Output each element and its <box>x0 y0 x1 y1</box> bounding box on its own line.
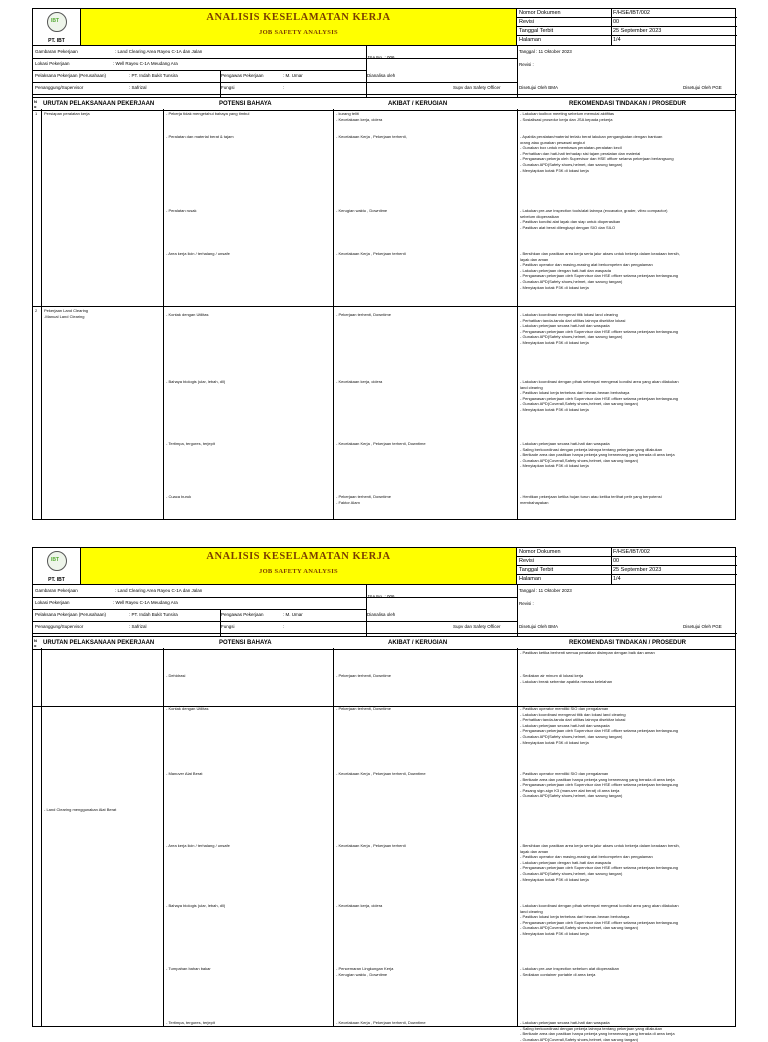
recommendation-cell <box>520 771 734 799</box>
hazard-cell <box>166 706 331 712</box>
meta-key: Nomor Dokumen <box>519 10 561 16</box>
title-block <box>81 9 517 45</box>
hazard-line: - Tumpahan bahan bakar <box>166 966 211 971</box>
recommendation-line: - Saling berkoordinasi dengan pekerja lainnya tentang pekerjaan yang dilakukan <box>520 1025 663 1031</box>
recommendation-line: - Menyiapkan kotak P3K di lokasi kerja <box>520 876 589 882</box>
person-in-charge-value: : Safrizal <box>129 624 147 629</box>
recommendation-cell <box>520 312 734 346</box>
recommendation-line: - Pengawasan pekerjaan oleh Supervisor dan HSE officer selama pekerjaan berlangsung <box>520 865 679 871</box>
consequence-line: - Pekerjaan terhenti, Downtime <box>336 706 391 711</box>
hazard-cell <box>166 208 331 214</box>
column-divider <box>163 109 164 519</box>
consequence-line: - Kecelakaan Kerja , Pekerjaan terhenti, Downtime <box>336 771 426 776</box>
contractor-label: Pelaksana Pekerjaan (Perusahaan) <box>35 73 107 78</box>
job-step-line: Persiapan peralatan kerja <box>44 111 90 116</box>
meta-divider <box>611 9 612 18</box>
logo-emblem-icon <box>47 551 67 571</box>
recommendation-line: - Lakukan pre-use inspection tools/alat lainnya (excavator, grader, vibro compactor) <box>520 208 668 213</box>
hazard-cell <box>166 903 331 909</box>
jsa-table <box>33 109 735 519</box>
meta-divider <box>611 548 612 557</box>
info-divider <box>33 609 366 610</box>
meta-value: 25 September 2023 <box>613 567 662 573</box>
hazard-cell <box>166 1020 331 1026</box>
column-consequences: AKIBAT / KERUGIAN <box>388 640 448 646</box>
meta-divider <box>611 566 612 575</box>
hazard-line: - Tertimpa, tergores, terjepit <box>166 441 215 446</box>
meta-divider <box>611 27 612 36</box>
consequence-line: - kurang teliti <box>336 111 359 116</box>
recommendation-line: orang atau gunakan pesawat angkut <box>520 139 585 145</box>
column-hazards: POTENSI BAHAYA <box>219 640 272 646</box>
job-step-line: Pekerjaan Land Clearing <box>44 308 89 313</box>
consequence-line: - Pencemaran Lingkungan Kerja <box>336 966 394 971</box>
recommendation-cell <box>520 843 734 882</box>
issue-date: Tanggal : 11 Oktober 2023 <box>519 49 572 54</box>
function-label: Fungsi <box>221 624 235 629</box>
hazard-line: - Peralatan dan material berat & tajam <box>166 134 234 139</box>
consequence-cell <box>336 903 516 909</box>
job-description-label: Gambaran Pekerjaan <box>35 588 78 593</box>
column-job-steps: URUTAN PELAKSANAAN PEKERJAAN <box>43 101 155 107</box>
step-number: 2 <box>35 308 38 313</box>
consequence-cell <box>336 771 516 777</box>
recommendation-line: membahayakan <box>520 499 549 505</box>
consequence-cell <box>336 494 516 505</box>
meta-value: F/HSE/IBT/002 <box>613 549 650 555</box>
document-meta <box>517 9 737 45</box>
hazard-cell <box>166 111 331 117</box>
recommendation-line: - Gunakan APD(Coverall,Safety shoes,helmet, dan sarung tangan) <box>520 401 639 407</box>
recommendation-line: - Pengawasan pekerjaan oleh Supervisor dan HSE officer selama pekerjaan berlangsung <box>520 328 679 334</box>
document-title: ANALISIS KESELAMATAN KERJA <box>206 551 391 562</box>
location-label: Lokasi Pekerjaan <box>35 61 70 66</box>
recommendation-cell <box>520 673 734 684</box>
recommendation-cell <box>520 706 734 745</box>
recommendation-line: - Pengawasan pekerjaan oleh Supervisor dan HSE officer selama pekerjaan berlangsung <box>520 395 679 401</box>
revision-field: Revisi : <box>519 601 534 606</box>
supervisor-label: Pengawas Pekerjaan <box>221 612 264 617</box>
consequence-line: - Kecelakaan kerja, cidera <box>336 379 383 384</box>
recommendation-cell <box>520 494 734 505</box>
meta-divider <box>611 557 612 566</box>
recommendation-cell <box>520 111 734 122</box>
job-info-block <box>33 585 735 637</box>
recommendation-line: - Menyiapkan kotak P3K di lokasi kerja <box>520 284 589 290</box>
meta-value: 25 September 2023 <box>613 28 662 34</box>
job-info-block <box>33 46 735 98</box>
recommendation-line: layak dan aman <box>520 256 549 262</box>
recommendation-line: - Lakukan pekerjaan dengan hati-hati dan waspada <box>520 859 611 865</box>
recommendation-line: land clearing <box>520 384 543 390</box>
recommendation-line: - Saling berkoordinasi dengan pekerja lainnya tentang pekerjaan yang dilakukan <box>520 446 663 452</box>
meta-key: Tanggal Terbit <box>519 28 554 34</box>
info-divider <box>33 94 737 95</box>
recommendation-line: - Sediakan container portable di area kerja <box>520 971 596 977</box>
meta-row <box>517 575 737 584</box>
location-label: Lokasi Pekerjaan <box>35 600 70 605</box>
column-hazards: POTENSI BAHAYA <box>219 101 272 107</box>
job-step-line: - Land Clearing menggunakan Alat Berat <box>44 807 117 812</box>
meta-key: Revisi <box>519 19 534 25</box>
recommendation-line: - Pengawasan pekerjaan oleh Supervisor dan HSE officer selama pekerjaan berlangsung <box>520 273 679 279</box>
logo-text: IBT <box>51 557 60 563</box>
consequence-line: - Pekerjaan terhenti, Downtime <box>336 312 391 317</box>
document-subtitle: JOB SAFETY ANALYSIS <box>259 29 338 36</box>
recommendation-line: - Menyiapkan kotak P3K di lokasi kerja <box>520 930 589 936</box>
meta-value: 1/4 <box>613 576 621 582</box>
hazard-cell <box>166 494 331 500</box>
job-step-cell <box>44 807 162 813</box>
info-divider <box>220 609 221 636</box>
recommendation-line: - Lakukan pre-use inspection sebelum alat dioperasikan <box>520 966 619 971</box>
meta-divider <box>611 36 612 45</box>
hazard-line: - Kontak dengan Utilitas <box>166 706 209 711</box>
location-value: : Well Rayeu C-1A Meudang Ara <box>113 61 178 66</box>
recommendation-line: - Pengawasan pekerjaan oleh Supervisor dan HSE officer selama pekerjaan berlangsung <box>520 728 679 734</box>
document-header <box>33 9 735 46</box>
meta-divider <box>611 18 612 27</box>
recommendation-line: - Menyiapkan kotak P3K di lokasi kerja <box>520 167 589 173</box>
jsa-page-1 <box>32 8 736 520</box>
hazard-line: - Bahaya biologis (ular, lebah, dll) <box>166 379 226 384</box>
consequence-line: - Kecelakaan kerja, cidera <box>336 903 383 908</box>
consequence-line: - Kecelakaan kerja, cidera <box>336 116 383 122</box>
recommendation-line: - Berikade area dan pastikan hanya pekerja yang berwenang yang berada di area kerja <box>520 452 675 458</box>
recommendation-cell <box>520 903 734 937</box>
recommendation-line: - Lakukan break sebentar apabila merasa kelelahan <box>520 678 613 684</box>
consequence-line: - Kecelakaan Kerja , Pekerjaan terhenti <box>336 843 406 848</box>
company-name: PT. IBT <box>48 577 65 583</box>
consequence-cell <box>336 843 516 849</box>
column-consequences: AKIBAT / KERUGIAN <box>388 101 448 107</box>
info-divider <box>33 58 517 59</box>
info-divider <box>366 46 367 97</box>
person-in-charge-value: : Safrizal <box>129 85 147 90</box>
recommendation-line: sebelum dioperasikan <box>520 213 559 219</box>
meta-row <box>517 557 737 566</box>
recommendation-cell <box>520 379 734 413</box>
column-divider <box>517 648 518 1026</box>
recommendation-line: land clearing <box>520 908 543 914</box>
person-in-charge-label: Penanggung/Supervisor <box>35 624 84 629</box>
hazard-line: - Tertimpa, tergores, terjepit <box>166 1020 215 1025</box>
title-block <box>81 548 517 584</box>
consequence-cell <box>336 1020 516 1026</box>
contractor-value: : PT. Indah Bukit Tunsira <box>129 612 178 617</box>
meta-key: Halaman <box>519 576 542 582</box>
consequence-cell <box>336 208 516 214</box>
column-recommendations: REKOMENDASI TINDAKAN / PROSEDUR <box>569 640 687 646</box>
approved-by-pge: Disetujui Oleh PGE <box>683 624 722 629</box>
recommendation-cell <box>520 251 734 290</box>
meta-row <box>517 548 737 557</box>
row-divider <box>33 306 735 307</box>
meta-row <box>517 18 737 27</box>
consequence-line: - Pekerjaan terhenti, Downtime <box>336 673 391 678</box>
column-no: N o <box>34 99 37 109</box>
recommendation-line: - Lakukan pekerjaan secara hati-hati dan waspada <box>520 1020 610 1025</box>
consequence-cell <box>336 673 516 679</box>
recommendation-line: - Gunakan APD(Coverall,Safety shoes,helmet, dan sarung tangan) <box>520 925 639 931</box>
meta-key: Nomor Dokumen <box>519 549 561 555</box>
recommendation-line: - Lakukan pekerjaan secara hati-hati dan waspada <box>520 722 610 728</box>
consequence-line: - Kecelakaan Kerja , Pekerjaan terhenti <box>336 251 406 256</box>
recommendation-line: - Pastikan operator dan masing-masing alat berkompeten dan pengalaman <box>520 854 653 860</box>
recommendation-line: - Pastikan operator memiliki SIO dan pengalaman <box>520 771 609 776</box>
consequence-line: - Kerugian waktu , Downtime <box>336 208 388 213</box>
recommendation-line: - Sediakan air minum di lokasi kerja <box>520 673 584 678</box>
hazard-cell <box>166 843 331 849</box>
consequence-cell <box>336 706 516 712</box>
recommendation-line: - Perhatikan tanda-tanda dari utilitas lainnya disekitar lokasi <box>520 717 626 723</box>
column-divider <box>41 109 42 519</box>
hazard-line: - Bahaya biologis (ular, lebah, dll) <box>166 903 226 908</box>
info-divider <box>220 70 221 97</box>
info-divider <box>33 70 366 71</box>
approved-by-bma: Disetujui Oleh BMA <box>519 624 559 629</box>
hazard-cell <box>166 673 331 679</box>
meta-value: F/HSE/IBT/002 <box>613 10 650 16</box>
person-in-charge-label: Penanggung/Supervisor <box>35 85 84 90</box>
function-value: : <box>283 85 285 90</box>
company-name: PT. IBT <box>48 38 65 44</box>
supervisor-value: : M. Umar <box>283 73 303 78</box>
recommendation-line: - Pastikan lokasi kerja terbebas dari hewan-hewan berbahaya <box>520 390 630 396</box>
recommendation-line: - Lakukan pekerjaan secara hati-hati dan waspada <box>520 323 610 329</box>
recommendation-cell <box>520 650 734 656</box>
consequence-line: - Kecelakaan Kerja , Pekerjaan terhenti, Downtime <box>336 1020 426 1025</box>
recommendation-line: - Menyiapkan kotak P3K di lokasi kerja <box>520 739 589 745</box>
recommendation-cell <box>520 441 734 469</box>
consequence-line: - Kerugian waktu , Downtime <box>336 971 388 977</box>
analysed-by-label: Dianalisa oleh <box>367 73 396 78</box>
meta-value: 00 <box>613 558 620 564</box>
document-meta <box>517 548 737 584</box>
hazard-line: - Cuaca buruk <box>166 494 192 499</box>
meta-divider <box>611 575 612 584</box>
hazard-line: - Area kerja licin / terhalang / unsafe <box>166 251 230 256</box>
hazard-cell <box>166 771 331 777</box>
column-divider <box>163 648 164 1026</box>
recommendation-cell <box>520 966 734 977</box>
consequence-line: - Pekerjaan terhenti, Downtime <box>336 494 391 499</box>
consequence-cell <box>336 966 516 977</box>
meta-key: Halaman <box>519 37 542 43</box>
meta-value: 1/4 <box>613 37 621 43</box>
contractor-label: Pelaksana Pekerjaan (Perusahaan) <box>35 612 107 617</box>
column-job-steps: URUTAN PELAKSANAAN PEKERJAAN <box>43 640 155 646</box>
recommendation-line: - Pastikan alat berat dilengkapi dengan SIO dan SILO <box>520 224 616 230</box>
recommendation-cell <box>520 134 734 173</box>
approved-by-bma: Disetujui Oleh BMA <box>519 85 559 90</box>
consequence-cell <box>336 251 516 257</box>
consequence-cell <box>336 134 516 140</box>
job-description-label: Gambaran Pekerjaan <box>35 49 78 54</box>
recommendation-line: - Sosialisasi prosedur kerja dan JSA kepada pekerja <box>520 116 613 122</box>
info-divider <box>517 585 518 636</box>
revision-field: Revisi : <box>519 62 534 67</box>
consequence-cell <box>336 111 516 122</box>
meta-key: Tanggal Terbit <box>519 567 554 573</box>
recommendation-line: - Lakukan koordinasi dengan pihak setempat mengenai kondisi area yang akan dilakukan <box>520 903 679 908</box>
analysed-by-label: Dianalisa oleh <box>367 612 396 617</box>
recommendation-line: - Pastikan operator memiliki SIO dan pengalaman <box>520 706 609 711</box>
consequence-line: - Kecelakaan Kerja , Pekerjaan terhenti, <box>336 134 407 139</box>
job-description-value: : Land Clearing Area Rayeu C-1A dan Jalan <box>115 588 203 593</box>
recommendation-line: - Gunakan APD(Safety shoes,helmet, dan sarung tangan) <box>520 733 623 739</box>
meta-value: 00 <box>613 19 620 25</box>
meta-row <box>517 27 737 36</box>
contractor-value: : PT. Indah Bukit Tunsira <box>129 73 178 78</box>
job-step-cell <box>44 308 162 319</box>
recommendation-line: - Pastikan lokasi kerja terbebas dari hewan-hewan berbahaya <box>520 914 630 920</box>
consequence-cell <box>336 379 516 385</box>
info-divider <box>33 621 517 622</box>
job-step-line: -Manual Land Clearing <box>44 313 85 319</box>
logo-emblem-icon <box>47 12 67 32</box>
recommendation-line: - Gunakan APD(Safety shoes,helmet, dan sarung tangan) <box>520 278 623 284</box>
recommendation-line: - Lakukan pekerjaan secara hati-hati dan waspada <box>520 441 610 446</box>
company-logo <box>33 9 81 45</box>
hazard-cell <box>166 134 331 140</box>
job-step-cell <box>44 111 162 117</box>
recommendation-line: - Perhatikan tanda-tanda dari utilitas lainnya disekitar lokasi <box>520 317 626 323</box>
recommendation-line: - Menyiapkan kotak P3K di lokasi kerja <box>520 339 589 345</box>
recommendation-line: - Lakukan koordinasi dengan pihak setempat mengenai kondisi area yang akan dilakukan <box>520 379 679 384</box>
job-description-value: : Land Clearing Area Rayeu C-1A dan Jalan <box>115 49 203 54</box>
supervisor-value: : M. Umar <box>283 612 303 617</box>
recommendation-line: - Pengawasan pekerja oleh Supervisor dan HSE officer selama pekerjaan berlangsung <box>520 156 674 162</box>
info-divider <box>33 597 517 598</box>
issue-date: Tanggal : 11 Oktober 2023 <box>519 588 572 593</box>
hazard-cell <box>166 312 331 318</box>
company-logo <box>33 548 81 584</box>
consequence-cell <box>336 312 516 318</box>
recommendation-cell <box>520 208 734 230</box>
supervisor-label: Pengawas Pekerjaan <box>221 73 264 78</box>
recommendation-line: - Gunakan APD(Coverall,Safety shoes,helmet, dan sarung tangan) <box>520 457 639 463</box>
meta-row <box>517 36 737 45</box>
logo-text: IBT <box>51 18 60 24</box>
hazard-line: - Pekerja tidak mengetahui bahaya yang timbul <box>166 111 250 116</box>
approved-by-pge: Disetujui Oleh PGE <box>683 85 722 90</box>
column-divider <box>41 648 42 1026</box>
hazard-line: - Kontak dengan Utilitas <box>166 312 209 317</box>
recommendation-line: - Pastikan operator dan masing-masing alat berkompeten dan pengalaman <box>520 262 653 268</box>
consequence-cell <box>336 441 516 447</box>
recommendation-line: - Bersihkan dan pastikan area kerja serta jalur akses untuk bekerja dalam keadaan bersih, <box>520 251 680 256</box>
column-recommendations: REKOMENDASI TINDAKAN / PROSEDUR <box>569 101 687 107</box>
recommendation-line: - Pasang sign-sign K3 (manuver alat berat) di area kerja <box>520 787 620 793</box>
recommendation-line: - Gunakan box untuk membawa peralatan-peralatan kecil <box>520 145 622 151</box>
recommendation-cell <box>520 1020 734 1042</box>
meta-row <box>517 566 737 575</box>
consequence-line: - Kecelakaan Kerja , Pekerjaan terhenti, Downtime <box>336 441 426 446</box>
recommendation-line: - Bersihkan dan pastikan area kerja serta jalur akses untuk bekerja dalam keadaan bersih, <box>520 843 680 848</box>
consequence-line: - Faktor Alam <box>336 499 360 505</box>
recommendation-line: - Lakukan koordinasi mengenai titik lokasi land clearing <box>520 312 618 317</box>
meta-row <box>517 9 737 18</box>
recommendation-line: - Gunakan APD(Safety shoes,helmet, dan sarung tangan) <box>520 870 623 876</box>
hazard-line: - Area kerja licin / terhalang / unsafe <box>166 843 230 848</box>
recommendation-line: - Menyiapkan kotak P3K di lokasi kerja <box>520 463 589 469</box>
hazard-cell <box>166 379 331 385</box>
hazard-line: - Manuver Alat Berat <box>166 771 203 776</box>
recommendation-line: - Pastikan kondisi alat layak dan siap untuk dioperasikan <box>520 219 621 225</box>
recommendation-line: - Berikade area dan pastikan hanya pekerja yang berwenang yang berada di area kerja <box>520 776 675 782</box>
location-value: : Well Rayeu C-1A Meudang Ara <box>113 600 178 605</box>
analyst-role: Supv dan Safety Officer <box>453 624 501 629</box>
document-header <box>33 548 735 585</box>
recommendation-line: - Gunakan APD(Safety shoes,helmet, dan sarung tangan) <box>520 334 623 340</box>
recommendation-line: - Perhatikan dan hati-hati terhadap sisi tajam peralatan dan material <box>520 150 641 156</box>
function-value: : <box>283 624 285 629</box>
info-divider <box>517 46 518 97</box>
recommendation-line: layak dan aman <box>520 848 549 854</box>
column-divider <box>333 648 334 1026</box>
column-divider <box>517 109 518 519</box>
hazard-line: - Dehidrasi <box>166 673 186 678</box>
recommendation-line: - Pengawasan pekerjaan oleh Supervisor dan HSE officer selama pekerjaan berlangsung <box>520 919 679 925</box>
recommendation-line: - Lakukan koordinasi mengenai titik dan lokasi land clearing <box>520 711 626 717</box>
recommendation-line: - Menyiapkan kotak P3K di lokasi kerja <box>520 406 589 412</box>
recommendation-line: - Gunakan APD(Safety shoes,helmet, dan sarung tangan) <box>520 161 623 167</box>
step-number: 1 <box>35 111 38 116</box>
meta-key: Revisi <box>519 558 534 564</box>
info-divider <box>33 633 737 634</box>
column-divider <box>333 109 334 519</box>
info-divider <box>33 82 517 83</box>
hazard-cell <box>166 441 331 447</box>
jsa-page-2 <box>32 547 736 1042</box>
column-no: N o <box>34 638 37 648</box>
recommendation-line: - Lakukan pekerjaan dengan hati-hati dan waspada <box>520 267 611 273</box>
recommendation-line: - Gunakan APD(Coverall,Safety shoes,helmet, dan sarung tangan) <box>520 1036 639 1042</box>
recommendation-line: - Lakukan toolbox meeting sebelum memulai aktifitas <box>520 111 615 116</box>
jsa-table <box>33 648 735 1042</box>
recommendation-line: - Gunakan APD(Safety shoes,helmet, dan sarung tangan) <box>520 793 623 799</box>
recommendation-line: - Pengawasan pekerjaan oleh Supervisor dan HSE officer selama pekerjaan berlangsung <box>520 782 679 788</box>
recommendation-line: - Berikade area dan pastikan hanya pekerja yang berwenang yang berada di area kerja <box>520 1031 675 1037</box>
document-title: ANALISIS KESELAMATAN KERJA <box>206 12 391 23</box>
document-subtitle: JOB SAFETY ANALYSIS <box>259 568 338 575</box>
recommendation-line: - Hentikan pekerjaan ketika hujan turun atau ketika terlihat petir yang berpotensi <box>520 494 662 499</box>
analyst-role: Supv dan Safety Officer <box>453 85 501 90</box>
hazard-cell <box>166 966 331 972</box>
recommendation-line: - Apabila peralatan/material terlalu berat lakukan pengangkatan dengan bantuan <box>520 134 663 139</box>
function-label: Fungsi <box>221 85 235 90</box>
info-divider <box>366 585 367 636</box>
hazard-line: - Peralatan rusak <box>166 208 197 213</box>
recommendation-line: - Pastikan ketika berhenti semua peralatan disimpan dengan baik dan aman <box>520 650 655 655</box>
hazard-cell <box>166 251 331 257</box>
